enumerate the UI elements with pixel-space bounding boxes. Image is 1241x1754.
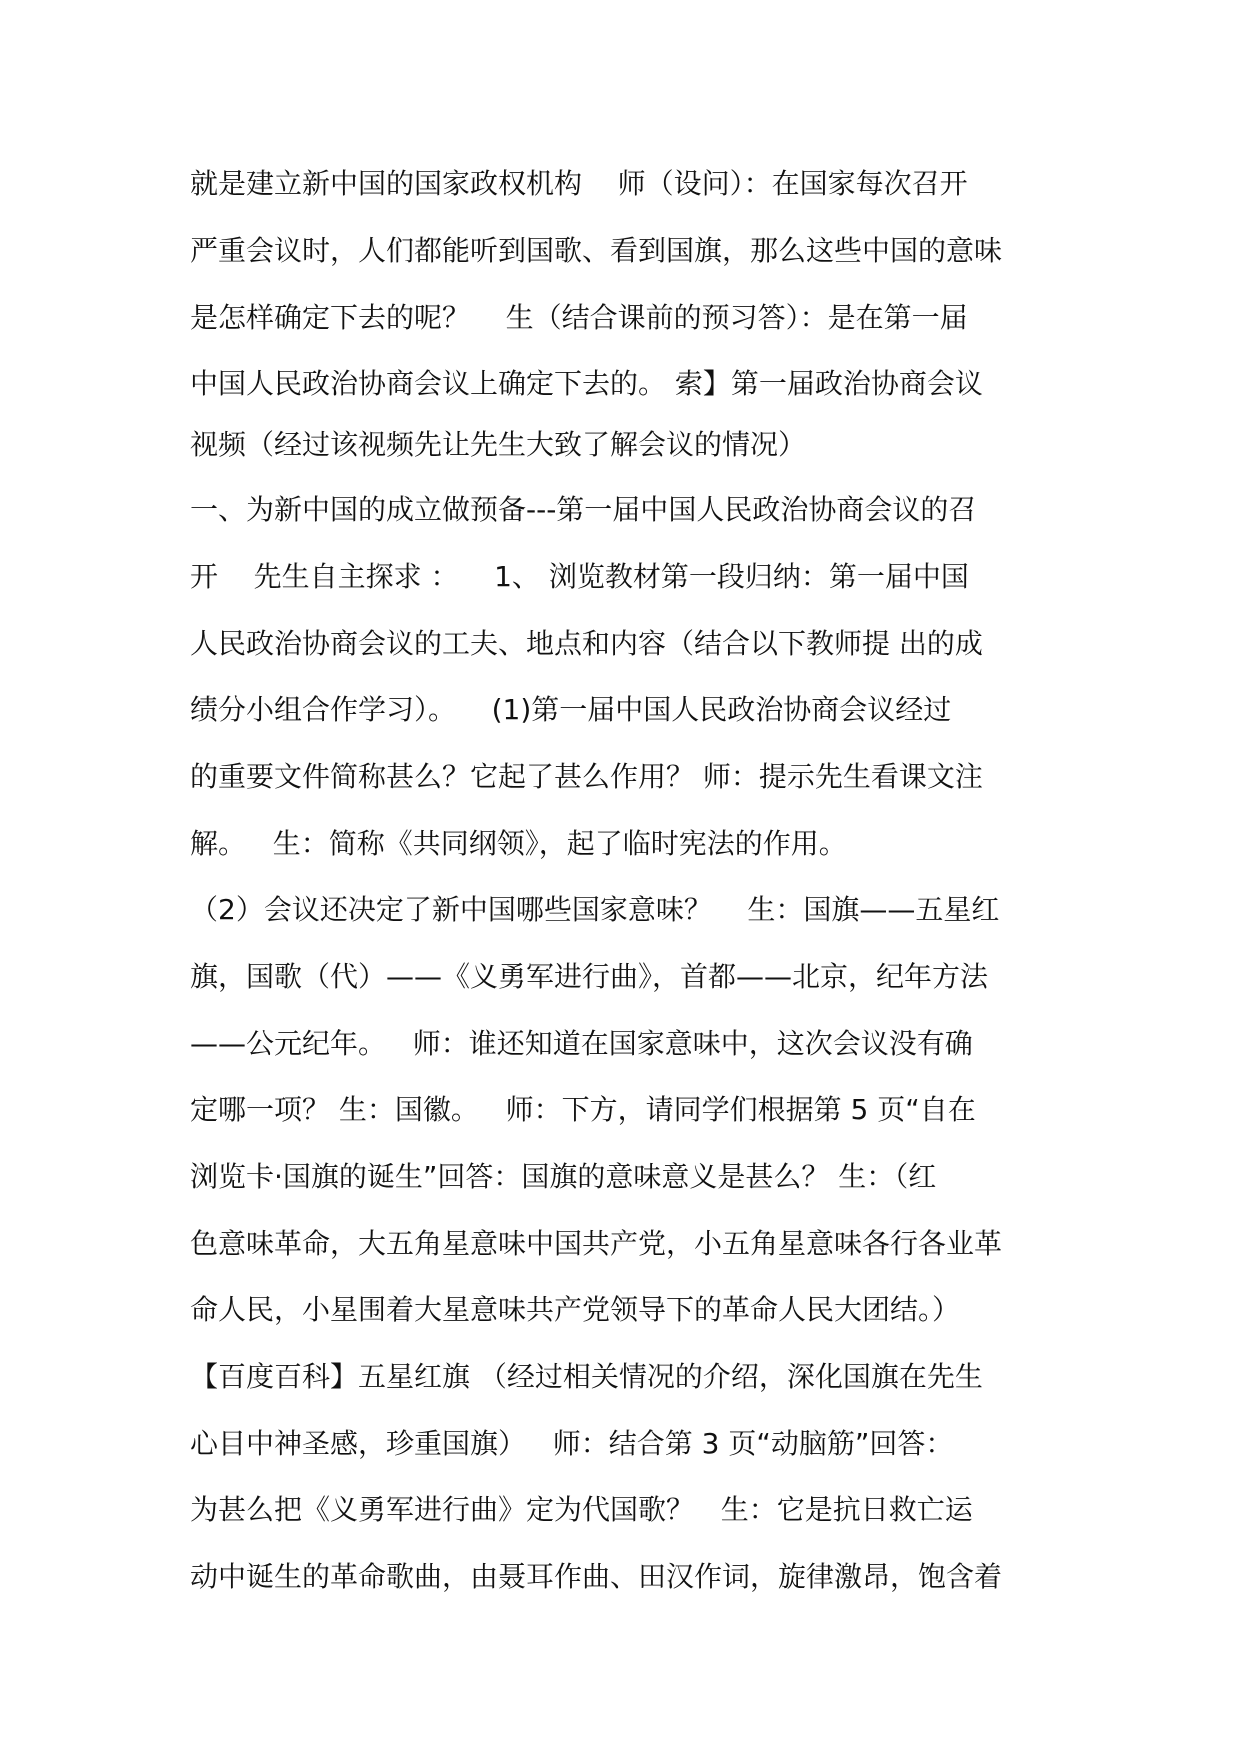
text-line: 绩分小组合作学习）。 (1)第一届中国人民政治协商会议经过: [190, 693, 952, 726]
text-line: 视频（经过该视频先让先生大致了解会议的情况）: [190, 428, 807, 461]
text-line: （2）会议还决定了新中国哪些国家意味？ 生：国旗——五星红: [190, 893, 1000, 926]
section-heading-line: 一、为新中国的成立做预备---第一届中国人民政治协商会议的召: [190, 493, 977, 526]
text-line: 人民政治协商会议的工夫、地点和内容（结合以下教师提 出的成: [190, 627, 983, 660]
text-line: 就是建立新中国的国家政权机构 师（设问）：在国家每次召开: [190, 167, 968, 200]
text-line: 【百度百科】五星红旗 （经过相关情况的介绍，深化国旗在先生: [190, 1360, 983, 1393]
text-line: 动中诞生的革命歌曲，由聂耳作曲、田汉作词，旋律激昂，饱含着: [190, 1560, 1003, 1593]
text-line: 命人民，小星围着大星意味共产党领导下的革命人民大团结。）: [190, 1293, 961, 1326]
text-line: 中国人民政治协商会议上确定下去的。 索】第一届政治协商会议: [190, 367, 983, 400]
text-line: 浏览卡·国旗的诞生”回答：国旗的意味意义是甚么？ 生：（红: [190, 1160, 937, 1193]
text-line: 心目中神圣感，珍重国旗） 师：结合第 3 页“动脑筋”回答：: [190, 1427, 954, 1460]
text-line: 是怎样确定下去的呢？ 生（结合课前的预习答）：是在第一届: [190, 301, 968, 334]
text-line: 开 先生自主探求 ： 1、 浏览教材第一段归纳：第一届中国: [190, 560, 969, 593]
text-line: 解。 生：简称《共同纲领》，起了临时宪法的作用。: [190, 827, 847, 860]
text-line: 的重要文件简称甚么？它起了甚么作用？ 师：提示先生看课文注: [190, 760, 983, 793]
text-line: 严重会议时，人们都能听到国歌、看到国旗，那么这些中国的意味: [190, 234, 1003, 267]
text-line: ——公元纪年。 师：谁还知道在国家意味中，这次会议没有确: [190, 1027, 973, 1060]
text-line: 定哪一项？ 生：国徽。 师：下方，请同学们根据第 5 页“自在: [190, 1093, 976, 1126]
text-line: 色意味革命，大五角星意味中国共产党，小五角星意味各行各业革: [190, 1227, 1003, 1260]
text-line: 旗，国歌（代）——《义勇军进行曲》，首都——北京，纪年方法: [190, 960, 989, 993]
text-line: 为甚么把《义勇军进行曲》定为代国歌？ 生：它是抗日救亡运: [190, 1493, 973, 1526]
